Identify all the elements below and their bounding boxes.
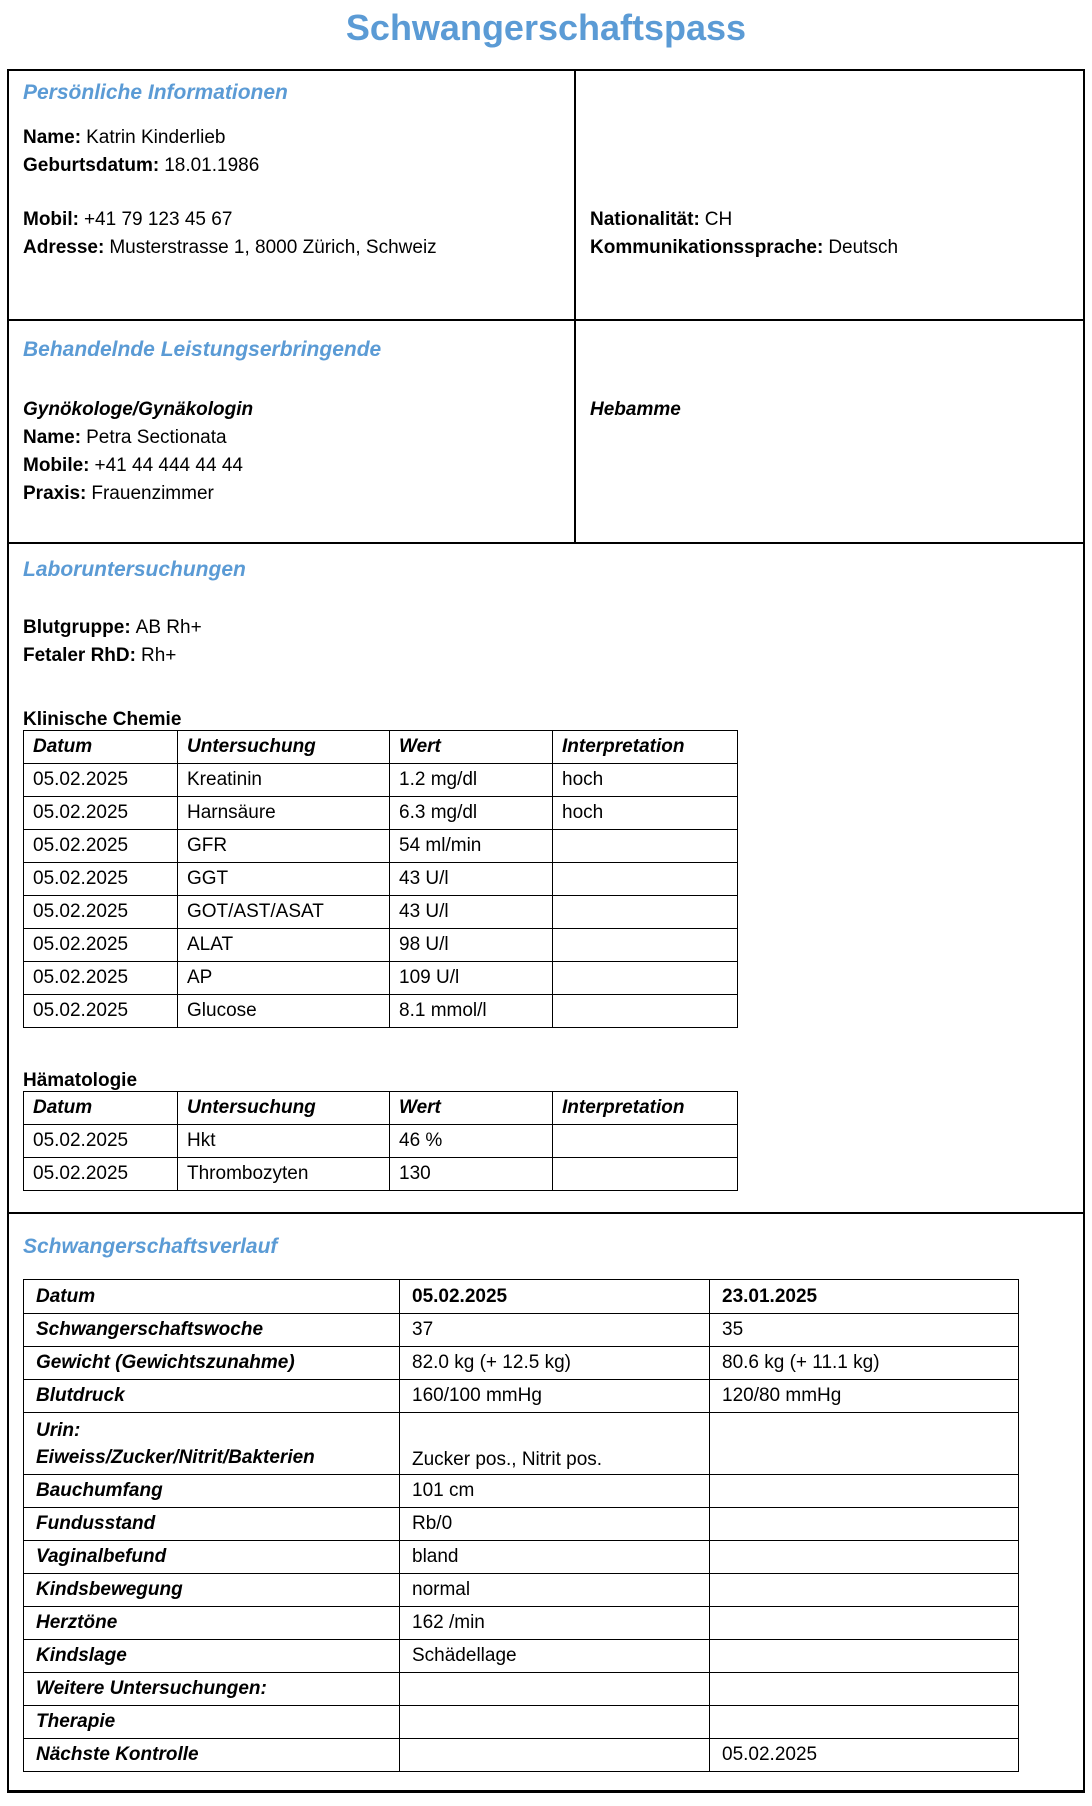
field-gyn-mobile [23, 452, 560, 480]
course-cell [400, 1706, 710, 1739]
header-row [24, 1092, 738, 1125]
course-row [24, 1508, 1019, 1541]
table-cell [553, 1158, 738, 1191]
table-row [24, 962, 738, 995]
table-cell [553, 995, 738, 1028]
course-row-label: Nächste Kontrolle [24, 1739, 400, 1772]
course-row-label: Weitere Untersuchungen: [24, 1673, 400, 1706]
table-cell: 05.02.2025 [24, 896, 178, 929]
course-row [24, 1607, 1019, 1640]
course-row-label: Kindsbewegung [24, 1574, 400, 1607]
table-row [24, 896, 738, 929]
chemistry-table-body [24, 764, 738, 1028]
table-cell: Harnsäure [178, 797, 390, 830]
field-mobile-label: Mobil: [23, 209, 79, 230]
field-birthdate [23, 152, 560, 180]
course-row [24, 1541, 1019, 1574]
course-row [24, 1640, 1019, 1673]
field-language-label: Kommunikationssprache: [590, 237, 824, 258]
midwife-subheading: Hebamme [590, 399, 681, 420]
header-row [24, 1280, 1019, 1314]
field-gyn-name-label: Name: [23, 427, 82, 448]
table-cell: 43 U/l [390, 863, 553, 896]
field-fetal-rhd-label: Fetaler RhD: [23, 645, 136, 666]
course-cell: 80.6 kg (+ 11.1 kg) [710, 1347, 1019, 1380]
table-cell: 6.3 mg/dl [390, 797, 553, 830]
table-row [24, 863, 738, 896]
table-cell [553, 896, 738, 929]
chemistry-table-title: Klinische Chemie [23, 709, 182, 730]
section-heading-personal: Persönliche Informationen [23, 81, 288, 104]
table-row [24, 1158, 738, 1191]
chemistry-table-header [24, 731, 738, 764]
table-cell: 05.02.2025 [24, 995, 178, 1028]
course-cell [710, 1541, 1019, 1574]
course-cell [710, 1574, 1019, 1607]
field-nationality-label: Nationalität: [590, 209, 700, 230]
table-cell: Kreatinin [178, 764, 390, 797]
table-row [24, 797, 738, 830]
course-cell: Zucker pos., Nitrit pos. [400, 1413, 710, 1475]
field-bloodgroup [23, 614, 1069, 642]
section-heading-course: Schwangerschaftsverlauf [23, 1235, 278, 1258]
course-cell: bland [400, 1541, 710, 1574]
table-row [24, 995, 738, 1028]
table-cell: hoch [553, 797, 738, 830]
col-header-datum: Datum [24, 1092, 178, 1125]
course-cell: 35 [710, 1314, 1019, 1347]
table-cell: ALAT [178, 929, 390, 962]
course-cell: 120/80 mmHg [710, 1380, 1019, 1413]
chemistry-table [23, 730, 738, 1028]
course-cell [710, 1673, 1019, 1706]
course-row [24, 1475, 1019, 1508]
course-row-label: Urin: Eiweiss/Zucker/Nitrit/Bakterien [24, 1413, 400, 1475]
table-cell [553, 929, 738, 962]
course-header-date-2: 23.01.2025 [710, 1280, 1019, 1314]
table-cell: 05.02.2025 [24, 962, 178, 995]
providers-right-column [574, 321, 1083, 542]
col-header-wert: Wert [390, 1092, 553, 1125]
spacer [23, 180, 560, 206]
field-address [23, 234, 560, 262]
table-cell: 05.02.2025 [24, 764, 178, 797]
page-title: Schwangerschaftspass [345, 7, 747, 48]
course-row-label: Schwangerschaftswoche [24, 1314, 400, 1347]
field-bloodgroup-label: Blutgruppe: [23, 617, 131, 638]
course-cell [710, 1706, 1019, 1739]
col-header-untersuchung: Untersuchung [178, 1092, 390, 1125]
col-header-interpretation: Interpretation [553, 1092, 738, 1125]
table-cell: 05.02.2025 [24, 1125, 178, 1158]
section-heading-providers: Behandelnde Leistungserbringende [23, 338, 382, 361]
table-cell: 1.2 mg/dl [390, 764, 553, 797]
course-cell: 37 [400, 1314, 710, 1347]
document-box [7, 69, 1085, 1793]
course-row [24, 1347, 1019, 1380]
header-row [24, 731, 738, 764]
course-row-label: Gewicht (Gewichtszunahme) [24, 1347, 400, 1380]
course-row-label: Therapie [24, 1706, 400, 1739]
table-cell: AP [178, 962, 390, 995]
table-cell: 05.02.2025 [24, 797, 178, 830]
table-cell [553, 830, 738, 863]
course-cell: Schädellage [400, 1640, 710, 1673]
col-header-untersuchung: Untersuchung [178, 731, 390, 764]
gynecologist-subheading: Gynökologe/Gynäkologin [23, 399, 254, 420]
field-fetal-rhd [23, 642, 1069, 670]
hematology-table-title: Hämatologie [23, 1070, 138, 1091]
course-cell [710, 1508, 1019, 1541]
course-row-label: Vaginalbefund [24, 1541, 400, 1574]
spacer [590, 327, 1069, 396]
course-cell: normal [400, 1574, 710, 1607]
field-gyn-name [23, 424, 560, 452]
personal-right-column [574, 71, 1083, 319]
course-table [23, 1279, 1019, 1772]
table-cell: 130 [390, 1158, 553, 1191]
course-table-header [24, 1280, 1019, 1314]
course-header-date-1: 05.02.2025 [400, 1280, 710, 1314]
hematology-table-body [24, 1125, 738, 1191]
field-address-value: Musterstrasse 1, 8000 Zürich, Schweiz [109, 237, 437, 258]
course-cell: 82.0 kg (+ 12.5 kg) [400, 1347, 710, 1380]
field-gyn-practice [23, 480, 560, 508]
section-course [9, 1214, 1083, 1790]
table-cell: 05.02.2025 [24, 929, 178, 962]
providers-left-column [9, 321, 574, 542]
table-cell: 43 U/l [390, 896, 553, 929]
table-cell: GOT/AST/ASAT [178, 896, 390, 929]
table-cell: 54 ml/min [390, 830, 553, 863]
field-bloodgroup-value: AB Rh+ [135, 617, 202, 638]
course-header-label: Datum [24, 1280, 400, 1314]
personal-left-column [9, 71, 574, 319]
course-cell [710, 1475, 1019, 1508]
course-row-label: Blutdruck [24, 1380, 400, 1413]
course-cell [710, 1413, 1019, 1475]
table-cell: GFR [178, 830, 390, 863]
field-gyn-mobile-value: +41 44 444 44 44 [94, 455, 243, 476]
field-gyn-name-value: Petra Sectionata [86, 427, 227, 448]
field-language [590, 234, 1069, 262]
field-nationality [590, 206, 1069, 234]
table-cell [553, 962, 738, 995]
course-row [24, 1739, 1019, 1772]
hematology-table [23, 1091, 738, 1191]
col-header-datum: Datum [24, 731, 178, 764]
table-cell: hoch [553, 764, 738, 797]
table-cell: 05.02.2025 [24, 830, 178, 863]
field-gyn-practice-label: Praxis: [23, 483, 87, 504]
table-row [24, 1125, 738, 1158]
course-table-body [24, 1314, 1019, 1772]
section-heading-labs: Laboruntersuchungen [23, 558, 246, 581]
course-row-label: Herztöne [24, 1607, 400, 1640]
col-header-wert: Wert [390, 731, 553, 764]
table-cell: 05.02.2025 [24, 863, 178, 896]
field-gyn-practice-value: Frauenzimmer [91, 483, 214, 504]
section-labs [9, 544, 1083, 1214]
course-row [24, 1380, 1019, 1413]
table-cell: 46 % [390, 1125, 553, 1158]
course-cell: 162 /min [400, 1607, 710, 1640]
table-cell: Hkt [178, 1125, 390, 1158]
course-cell: 160/100 mmHg [400, 1380, 710, 1413]
field-language-value: Deutsch [828, 237, 899, 258]
course-row [24, 1706, 1019, 1739]
course-cell: 101 cm [400, 1475, 710, 1508]
course-row-label: Bauchumfang [24, 1475, 400, 1508]
table-cell [553, 863, 738, 896]
course-cell: 05.02.2025 [710, 1739, 1019, 1772]
table-cell: 05.02.2025 [24, 1158, 178, 1191]
section-providers [9, 321, 1083, 544]
field-name [23, 124, 560, 152]
course-row [24, 1673, 1019, 1706]
col-header-interpretation: Interpretation [553, 731, 738, 764]
course-row-label: Kindslage [24, 1640, 400, 1673]
table-cell: GGT [178, 863, 390, 896]
table-cell: 8.1 mmol/l [390, 995, 553, 1028]
field-gyn-mobile-label: Mobile: [23, 455, 90, 476]
table-row [24, 830, 738, 863]
field-birthdate-value: 18.01.1986 [164, 155, 260, 176]
spacer [590, 77, 1069, 206]
course-row [24, 1413, 1019, 1475]
table-cell: Thrombozyten [178, 1158, 390, 1191]
course-row-label: Fundusstand [24, 1508, 400, 1541]
course-cell [710, 1607, 1019, 1640]
field-name-value: Katrin Kinderlieb [86, 127, 226, 148]
field-nationality-value: CH [704, 209, 733, 230]
table-row [24, 764, 738, 797]
field-birthdate-label: Geburtsdatum: [23, 155, 160, 176]
field-name-label: Name: [23, 127, 82, 148]
course-cell [710, 1640, 1019, 1673]
table-row [24, 929, 738, 962]
section-personal [9, 71, 1083, 321]
course-row [24, 1574, 1019, 1607]
course-cell [400, 1739, 710, 1772]
table-cell [553, 1125, 738, 1158]
hematology-table-header [24, 1092, 738, 1125]
course-row [24, 1314, 1019, 1347]
field-fetal-rhd-value: Rh+ [140, 645, 177, 666]
course-cell [400, 1673, 710, 1706]
table-cell: 98 U/l [390, 929, 553, 962]
table-cell: Glucose [178, 995, 390, 1028]
course-cell: Rb/0 [400, 1508, 710, 1541]
field-mobile [23, 206, 560, 234]
field-address-label: Adresse: [23, 237, 105, 258]
field-mobile-value: +41 79 123 45 67 [83, 209, 233, 230]
table-cell: 109 U/l [390, 962, 553, 995]
